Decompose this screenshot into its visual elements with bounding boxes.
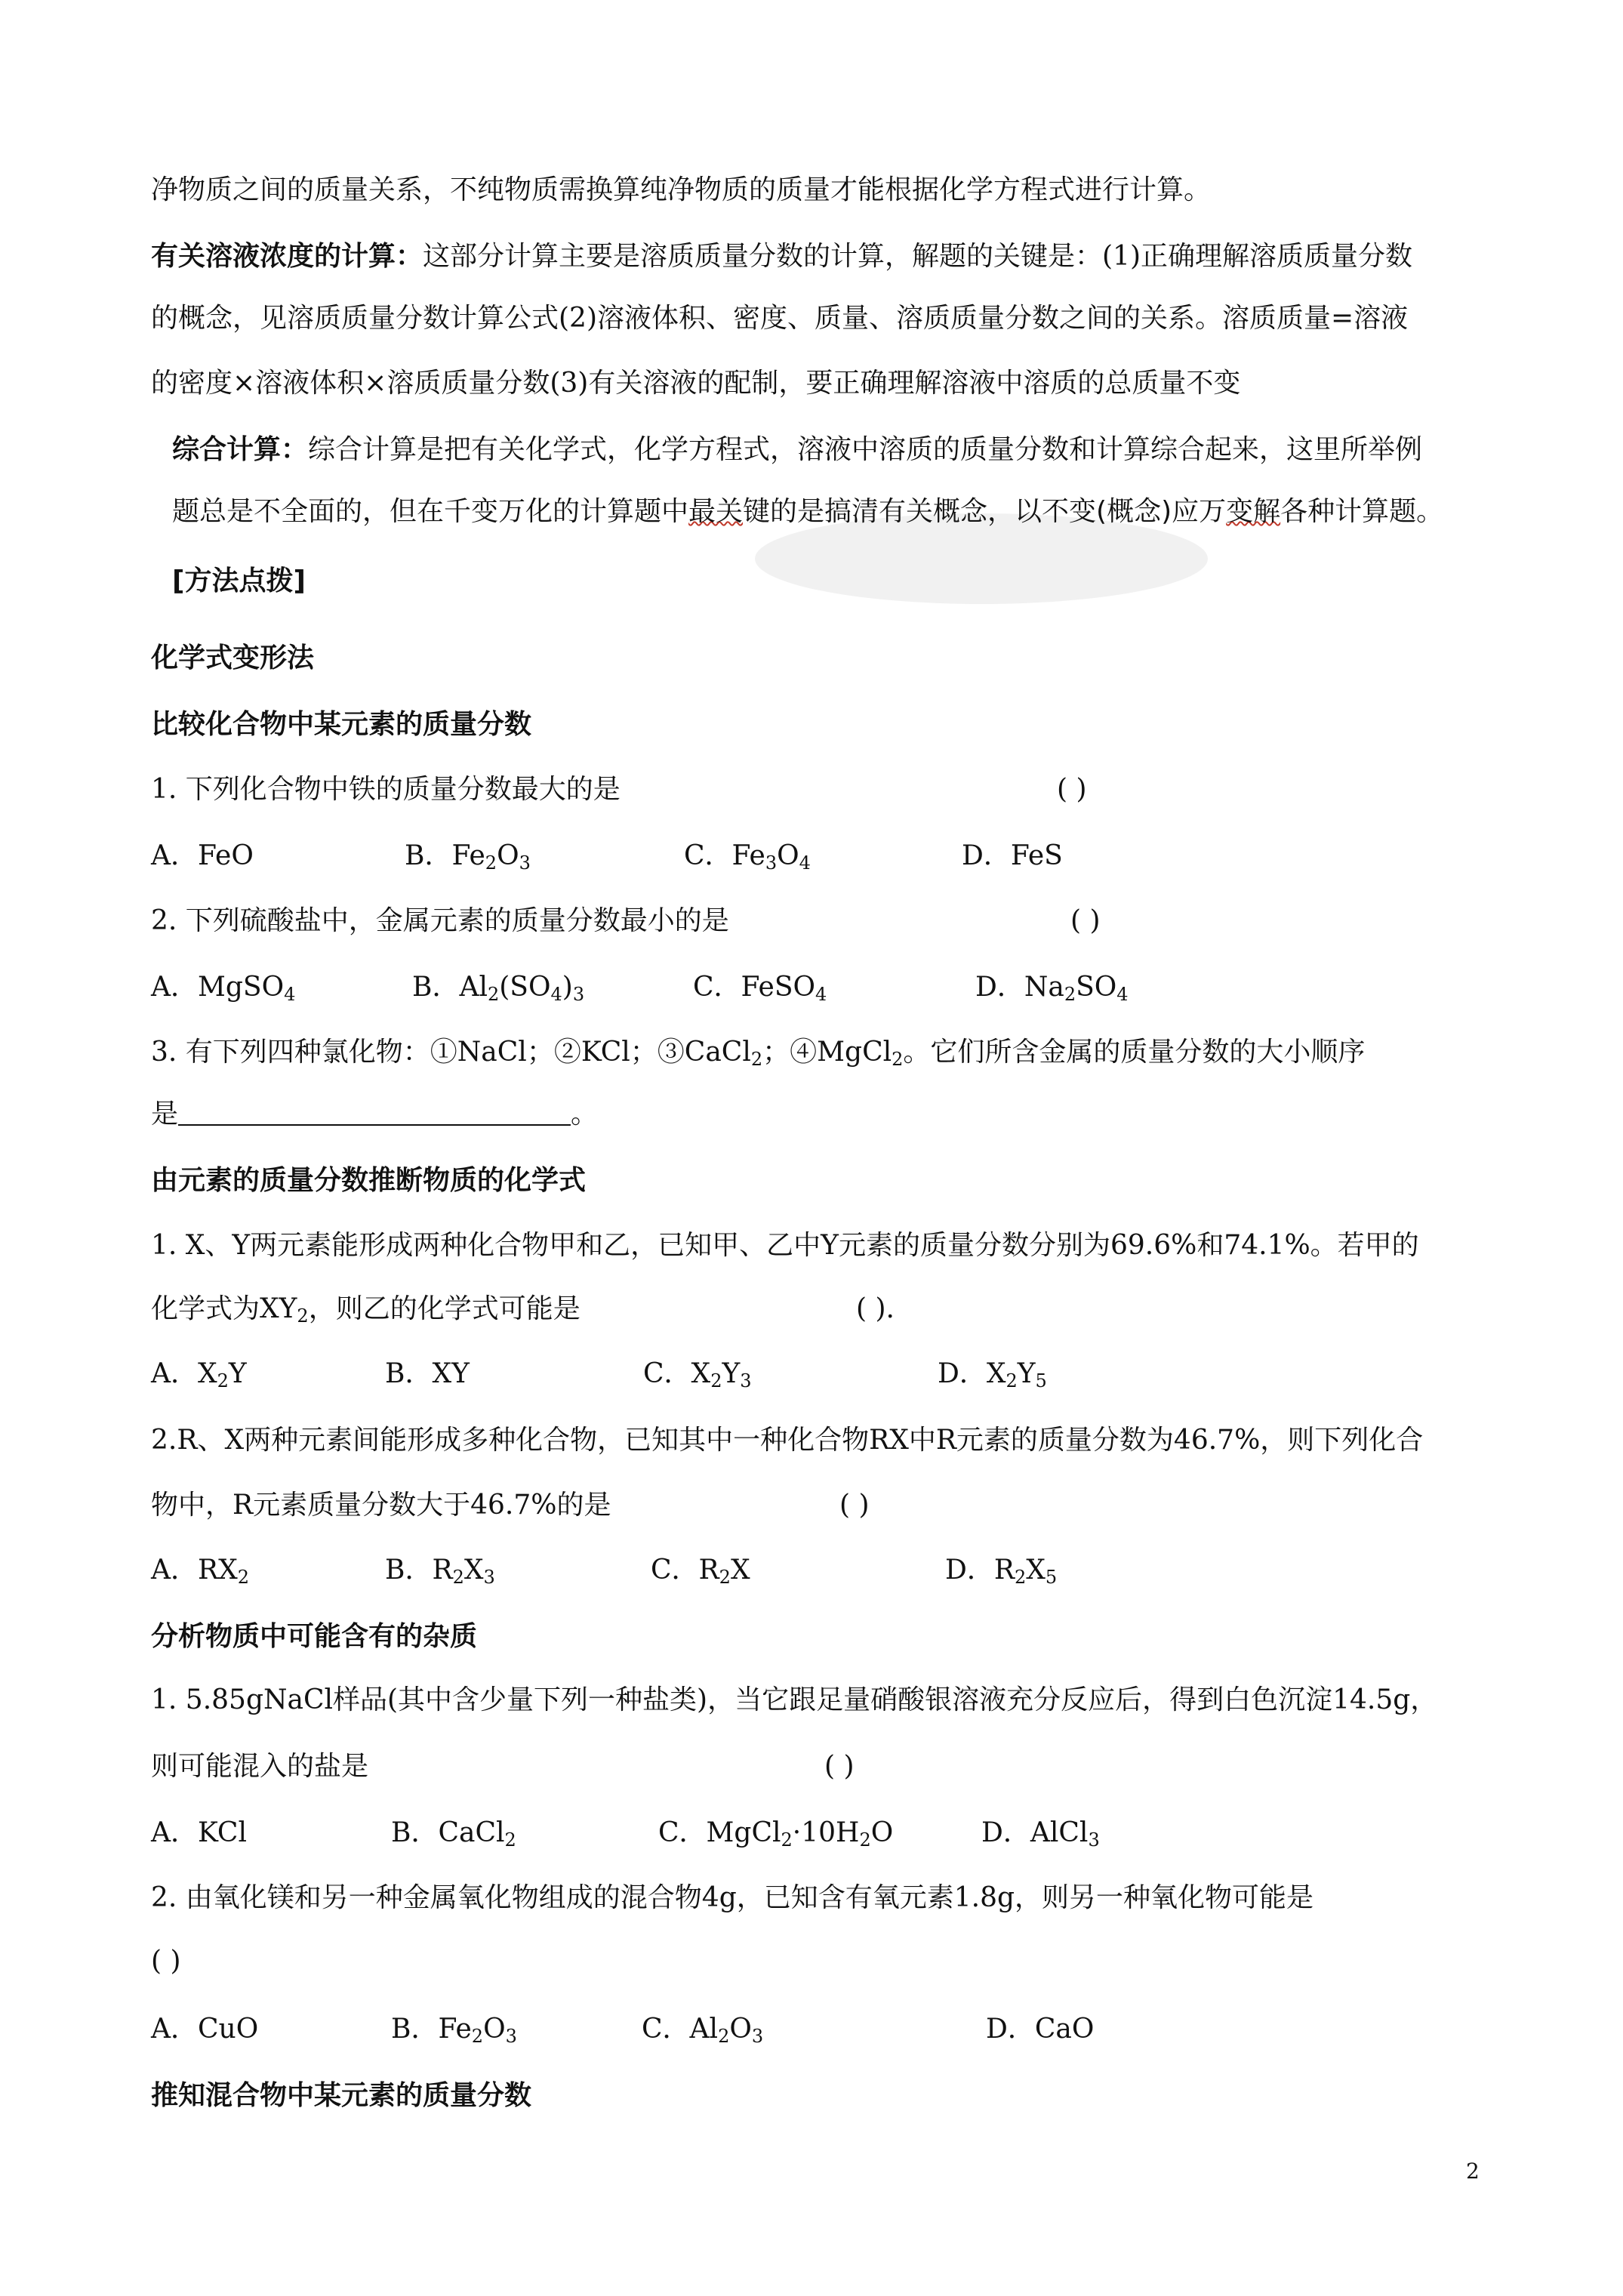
q7-option-b: B．$Fe_2O_3$ (391, 2014, 517, 2047)
conc-paragraph-line-2: 的概念，见溶质质量分数计算公式(2)溶液体积、密度、质量、溶质质量分数之间的关系。溶质质量=溶液 (151, 303, 1409, 334)
method-heading: [方法点拨] (172, 566, 306, 596)
q2-option-d: D．$Na_2SO_4$ (975, 972, 1129, 1005)
comp-text-e: 各种计算题。 (1280, 496, 1444, 527)
conc-paragraph-line-1 (151, 239, 1412, 275)
q6-answer-blank: ( ) (824, 1751, 855, 1782)
q6-stem: 1. 5.85gNaCl样品(其中含少量下列一种盐类)，当它跟足量硝酸银溶液充分反应后，得到白色沉淀14.5g， (151, 1684, 1438, 1715)
q5-option-c: C．$R_2X$ (651, 1555, 750, 1588)
q4-option-c: C．$X_2Y_3$ (643, 1358, 752, 1391)
conc-text: 这部分计算主要是溶质质量分数的计算，解题的关键是：(1)正确理解溶质质量分数 (423, 241, 1413, 272)
q4-answer-blank: ( ). (856, 1293, 895, 1324)
q4-option-a: A．$X_2Y$ (151, 1358, 247, 1391)
page-number: 2 (1466, 2159, 1480, 2184)
comp-paragraph-line-1 (172, 432, 1422, 468)
q7-answer-blank: ( ) (151, 1946, 181, 1977)
q5-answer-blank: ( ) (839, 1490, 870, 1521)
q5-stem-line-2: 物中，R元素质量分数大于46.7%的是 (151, 1490, 611, 1521)
section-impurity-heading: 分析物质中可能含有的杂质 (151, 1621, 478, 1652)
q2-option-b: B．$Al_2(SO_4)_3$ (412, 972, 585, 1005)
q1-answer-blank: ( ) (1057, 774, 1087, 805)
section-compare-heading: 比较化合物中某元素的质量分数 (151, 709, 532, 740)
q6-stem-line-2: 则可能混入的盐是 (151, 1751, 369, 1782)
q1-option-a: A．FeO (151, 840, 254, 871)
q2-answer-blank: ( ) (1070, 905, 1101, 936)
q4-option-d: D．$X_2Y_5$ (938, 1358, 1047, 1391)
q3-stem: 3. 有下列四种氯化物：①NaCl；②KCl；③CaCl$_2$；④MgCl$_2$。它们所含金属的质量分数的大小顺序 (151, 1037, 1366, 1070)
q6-option-b: B．CaCl$_2$ (391, 1817, 516, 1851)
conc-title: 有关溶液浓度的计算： (151, 241, 423, 272)
q5-stem: 2.R、X两种元素间能形成多种化合物，已知其中一种化合物RX中R元素的质量分数为46.7%，则下列化合 (151, 1425, 1424, 1456)
q3-answer-line: 是 。 (151, 1099, 599, 1130)
comp-text-a: 题总是不全面的，但在千变万化的计算题中 (172, 496, 689, 527)
section-mixture-heading: 推知混合物中某元素的质量分数 (151, 2080, 532, 2111)
q4-option-b: B．XY (385, 1358, 470, 1389)
q7-option-c: C．$Al_2O_3$ (642, 2014, 764, 2047)
comp-text: 综合计算是把有关化学式，化学方程式，溶液中溶质的质量分数和计算综合起来，这里所举例 (308, 434, 1423, 465)
q7-option-d: D．CaO (986, 2014, 1095, 2045)
intro-line-1: 净物质之间的质量关系，不纯物质需换算纯净物质的质量才能根据化学方程式进行计算。 (151, 174, 1212, 205)
conc-paragraph-line-3: 的密度×溶液体积×溶质质量分数(3)有关溶液的配制，要正确理解溶液中溶质的总质量不变 (151, 368, 1241, 399)
q6-option-c: C．$MgCl_2\cdot 10H_2O$ (658, 1817, 894, 1851)
q7-stem: 2. 由氧化镁和另一种金属氧化物组成的混合物4g，已知含有氧元素1.8g，则另一种氧化物可能是 (151, 1882, 1314, 1913)
q1-stem: 1. 下列化合物中铁的质量分数最大的是 (151, 774, 621, 805)
comp-text-c: 键的是搞清有关概念，以不变(概念)应万 (743, 496, 1227, 527)
comp-paragraph-line-2 (172, 494, 1443, 530)
q1-option-d: D．FeS (962, 840, 1063, 871)
section-infer-heading: 由元素的质量分数推断物质的化学式 (151, 1165, 587, 1196)
comp-text-d: 变解 (1226, 496, 1281, 527)
comp-title: 综合计算： (172, 434, 309, 465)
q5-option-b: B．$R_2X_3$ (385, 1555, 495, 1588)
section-formula-heading: 化学式变形法 (151, 643, 315, 673)
q7-option-a: A．CuO (151, 2014, 259, 2045)
q6-option-d: D．AlCl$_3$ (981, 1817, 1100, 1851)
q5-option-d: D．$R_2X_5$ (945, 1555, 1058, 1588)
q3-fill-blank[interactable] (178, 1099, 571, 1126)
q2-option-c: C．FeSO$_4$ (693, 972, 827, 1005)
q2-option-a: A．MgSO$_4$ (151, 972, 296, 1005)
q6-option-a: A．KCl (151, 1817, 247, 1848)
q1-option-c: C．$Fe_3O_4$ (684, 840, 811, 874)
comp-text-b: 最关 (688, 496, 744, 527)
q1-option-b: B．$Fe_2O_3$ (405, 840, 531, 874)
q4-stem: 1. X、Y两元素能形成两种化合物甲和乙，已知甲、乙中Y元素的质量分数分别为69.6%和74.1%。若甲的 (151, 1230, 1419, 1261)
q4-stem-line-2: 化学式为$XY_2$，则乙的化学式可能是 (151, 1293, 581, 1327)
q2-stem: 2. 下列硫酸盐中，金属元素的质量分数最小的是 (151, 905, 729, 936)
q5-option-a: A．$RX_2$ (151, 1555, 250, 1588)
